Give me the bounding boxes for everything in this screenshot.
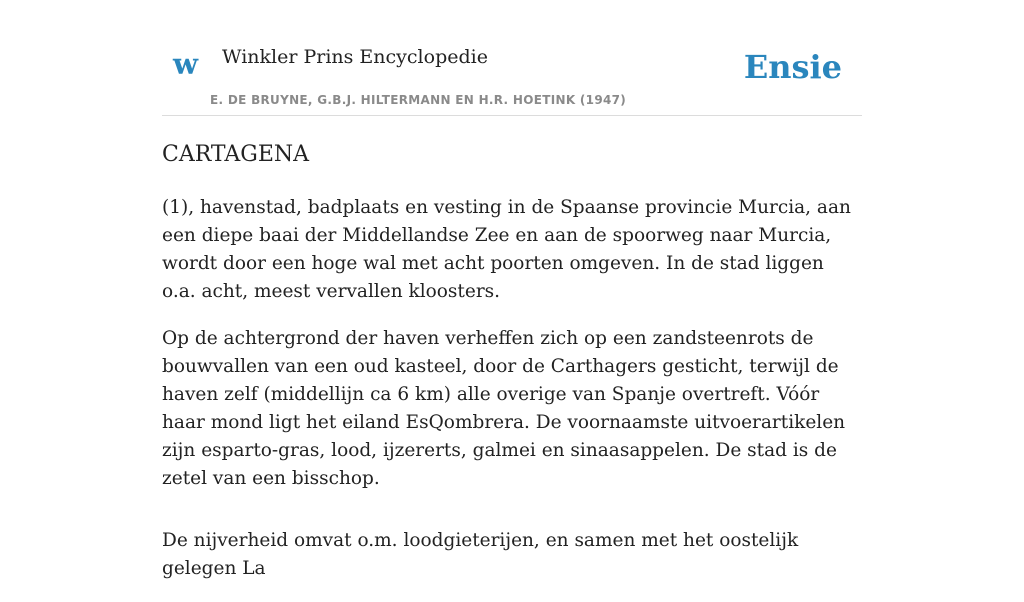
source-header <box>162 0 862 116</box>
article-paragraph: De nijverheid omvat o.m. loodgieterijen, en samen met het oostelijk gelegen La <box>162 530 799 579</box>
source-title[interactable]: Winkler Prins Encyclopedie <box>222 46 488 68</box>
article-paragraph: (1), havenstad, badplaats en vesting in de Spaanse provincie Murcia, aan een diepe baai der Middellandse Zee en aan de spoorweg naar Murcia, wordt door een hoge wal met acht poorten omgeven. In de stad liggen o.a. acht, meest vervallen kloosters. <box>162 197 851 302</box>
article-paragraph: Op de achtergrond der haven verheffen zich op een zandsteenrots de bouwvallen van een oud kasteel, door de Carthagers gesticht, terwijl de haven zelf (middellijn ca 6 km) alle overige van Spanje overtreft. Vóór haar mond ligt het eiland EsQombrera. De voornaamste uitvoerartikelen zijn esparto-gras, lood, ijzererts, galmei en sinaasappelen. De stad is de zetel van een bisschop. <box>162 328 846 489</box>
article-title: CARTAGENA <box>162 142 310 167</box>
ensie-logo[interactable]: Ensie <box>743 48 842 86</box>
winkler-prins-logo[interactable]: w <box>173 47 198 81</box>
article <box>162 138 862 602</box>
source-authors: E. DE BRUYNE, G.B.J. HILTERMANN EN H.R. HOETINK (1947) <box>210 93 627 107</box>
